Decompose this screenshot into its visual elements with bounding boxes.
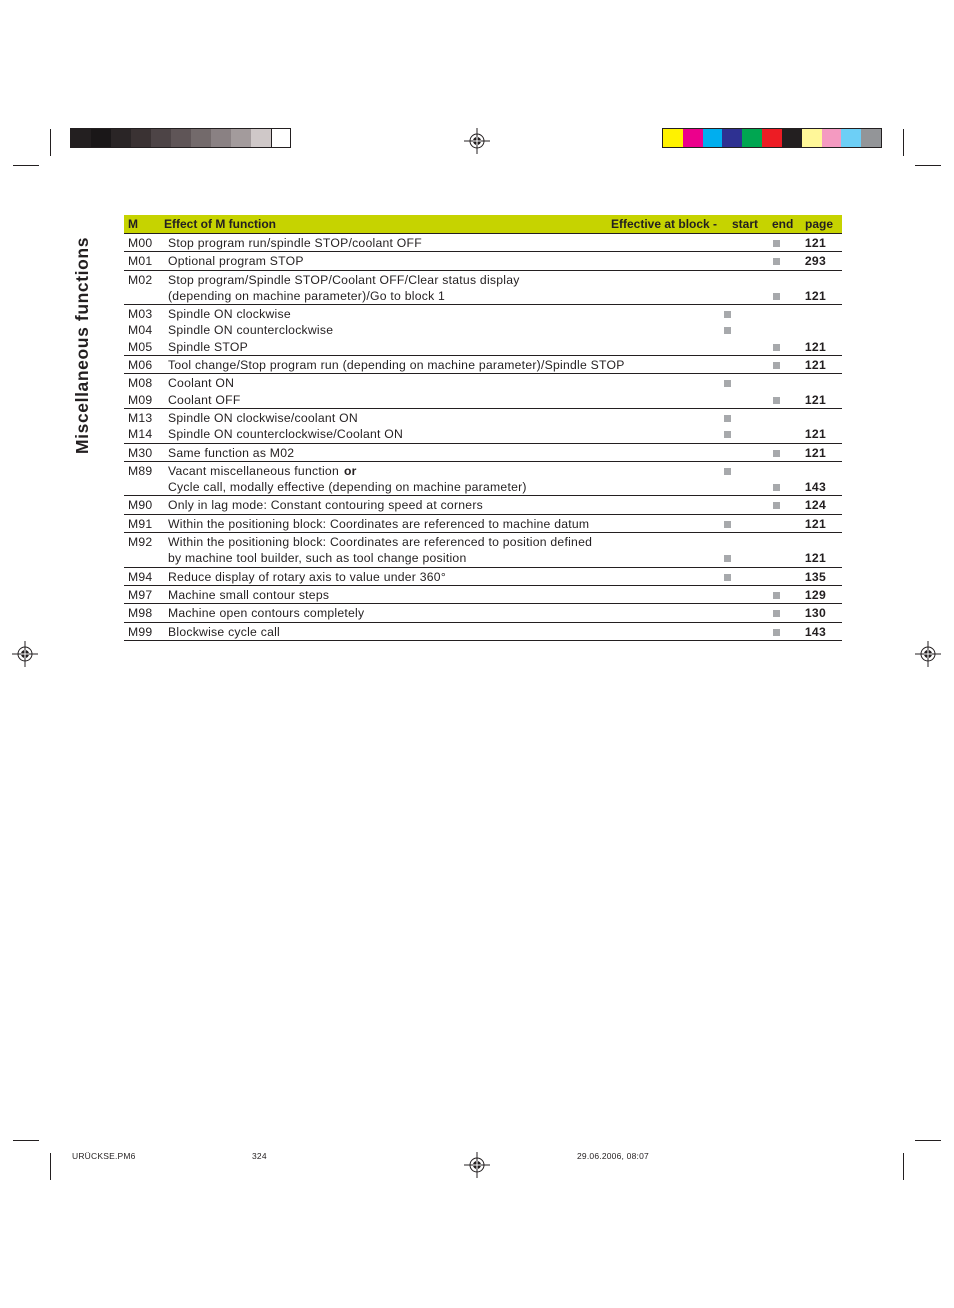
table-row [124,357,842,373]
row-description [168,625,280,639]
registration-mark-icon [12,641,38,667]
description-bold-suffix: or [343,463,357,478]
description-text: Machine small contour steps [168,587,330,602]
table-row [124,463,842,479]
gray-swatch [151,129,171,147]
crop-mark [903,129,904,156]
table-row [124,410,842,426]
table-row-group [124,356,842,374]
crop-mark [50,129,51,156]
table-row [124,479,842,495]
color-swatch [841,129,861,147]
table-row [124,497,842,513]
table-row [124,235,842,251]
table-row-group [124,586,842,604]
page-reference: 121 [804,551,826,566]
row-description [168,551,466,565]
end-marker-icon [773,610,780,617]
table-row [124,392,842,408]
m-code: M09 [128,392,153,407]
description-text: Blockwise cycle call [168,624,281,639]
description-text: Cycle call, modally effective (depending on machine parameter) [168,480,527,495]
m-code: M90 [128,498,153,513]
color-calibration-bar [662,128,882,148]
row-description [168,289,445,303]
color-swatch [782,129,802,147]
color-swatch [742,129,762,147]
crop-mark [13,1140,39,1141]
table-row-group [124,533,842,568]
table-body [124,234,842,641]
m-code: M91 [128,516,153,531]
page-reference: 130 [804,606,826,621]
start-marker-icon [724,380,731,387]
color-swatch [822,129,842,147]
row-description [168,535,592,549]
gray-swatch [71,129,91,147]
description-text: Spindle ON clockwise/coolant ON [168,410,358,425]
page-reference: 121 [804,445,826,460]
m-code: M97 [128,587,153,602]
row-description [168,307,291,321]
description-text: Coolant ON [168,376,235,391]
description-text: by machine tool builder, such as tool change position [168,551,467,566]
table-row-group [124,623,842,641]
gray-swatch [211,129,231,147]
header-m: M [128,217,138,231]
m-function-table [124,215,842,641]
description-text: Stop program run/spindle STOP/coolant OFF [168,236,422,250]
table-row [124,624,842,640]
table-row-group [124,462,842,497]
end-marker-icon [773,258,780,265]
end-marker-icon [773,344,780,351]
gray-swatch [91,129,111,147]
table-row-group [124,444,842,462]
m-code: M05 [128,339,153,354]
footer-page-number: 324 [252,1151,267,1161]
table-row-group [124,409,842,444]
end-marker-icon [773,362,780,369]
description-text: Stop program/Spindle STOP/Coolant OFF/Clear status display [168,272,520,287]
start-marker-icon [724,415,731,422]
m-code: M03 [128,307,153,322]
end-marker-icon [773,240,780,247]
color-swatch [663,129,683,147]
page-reference: 121 [804,236,826,250]
end-marker-icon [773,450,780,457]
description-text: Within the positioning block: Coordinates are referenced to position defined [168,535,593,550]
table-row [124,339,842,355]
m-code: M92 [128,535,153,550]
description-text: (depending on machine parameter)/Go to block 1 [168,288,446,303]
m-code: M13 [128,410,153,425]
description-text: Spindle ON counterclockwise/Coolant ON [168,427,404,442]
row-description [168,236,422,250]
start-marker-icon [724,521,731,528]
table-row-group [124,568,842,586]
color-swatch [762,129,782,147]
table-row [124,375,842,391]
crop-mark [915,165,941,166]
table-row [124,569,842,585]
table-row-group [124,604,842,622]
end-marker-icon [773,397,780,404]
table-row-group [124,496,842,514]
end-marker-icon [773,502,780,509]
table-row [124,516,842,532]
color-swatch [861,129,881,147]
table-row [124,587,842,603]
row-description [168,254,304,268]
table-row [124,253,842,269]
gray-swatch [191,129,211,147]
m-code: M06 [128,358,153,373]
description-text: Vacant miscellaneous function [168,463,339,478]
start-marker-icon [724,468,731,475]
description-text: Reduce display of rotary axis to value under 360° [168,569,446,584]
row-description [168,376,234,390]
description-text: Machine open contours completely [168,606,365,621]
table-row [124,288,842,304]
table-row-group [124,252,842,270]
footer-datetime: 29.06.2006, 08:07 [577,1151,649,1161]
row-description [168,446,294,460]
table-row [124,534,842,550]
row-description [168,480,527,494]
description-text: Coolant OFF [168,392,241,407]
table-row [124,272,842,288]
table-row-group [124,374,842,409]
m-code: M01 [128,254,153,269]
registration-mark-icon [464,1152,490,1178]
page-reference: 135 [804,569,826,584]
m-code: M00 [128,236,153,250]
m-code: M89 [128,463,153,478]
m-code: M30 [128,445,153,460]
color-swatch [683,129,703,147]
start-marker-icon [724,555,731,562]
m-code: M94 [128,569,153,584]
end-marker-icon [773,592,780,599]
description-text: Spindle ON clockwise [168,307,291,322]
header-end: end [772,217,794,231]
description-text: Tool change/Stop program run (depending on machine parameter)/Spindle STOP [168,358,625,373]
start-marker-icon [724,574,731,581]
row-description [168,393,241,407]
page-reference: 124 [804,498,826,513]
table-row-group [124,515,842,533]
m-code: M99 [128,624,153,639]
description-text: Spindle STOP [168,339,249,354]
page-reference: 121 [804,516,826,531]
header-effective: Effective at block - [611,217,718,231]
page-reference: 129 [804,587,826,602]
m-code: M04 [128,323,153,338]
registration-mark-icon [915,641,941,667]
description-text: Optional program STOP [168,254,304,269]
side-title: Miscellaneous functions [72,236,92,454]
start-marker-icon [724,327,731,334]
page-reference: 143 [804,624,826,639]
page-reference: 121 [804,288,826,303]
table-row [124,322,842,338]
row-description [168,498,483,512]
m-code: M02 [128,272,153,287]
description-text: Only in lag mode: Constant contouring speed at corners [168,498,483,513]
table-header [124,215,842,234]
gray-swatch [171,129,191,147]
m-code: M08 [128,376,153,391]
page-reference: 143 [804,480,826,495]
color-swatch [703,129,723,147]
table-row [124,306,842,322]
gray-swatch [231,129,251,147]
gray-swatch [111,129,131,147]
table-row-group [124,305,842,356]
grayscale-calibration-bar [70,128,291,148]
table-row [124,445,842,461]
m-code: M98 [128,606,153,621]
footer-file: URÜCKSE.PM6 [72,1151,136,1161]
row-description [168,464,357,478]
crop-mark [915,1140,941,1141]
page-reference: 121 [804,427,826,442]
gray-swatch [251,129,271,147]
description-text: Spindle ON counterclockwise [168,323,334,338]
table-row [124,550,842,566]
color-swatch [722,129,742,147]
row-description [168,411,358,425]
end-marker-icon [773,293,780,300]
row-description [168,323,333,337]
description-text: Same function as M02 [168,445,295,460]
gray-swatch [271,129,290,147]
row-description [168,427,403,441]
row-description [168,358,625,372]
header-start: start [732,217,759,231]
end-marker-icon [773,484,780,491]
page-reference: 121 [804,339,826,354]
registration-mark-icon [464,128,490,154]
row-description [168,340,248,354]
row-description [168,273,520,287]
header-effect: Effect of M function [164,217,276,231]
table-row [124,426,842,442]
crop-mark [50,1153,51,1180]
gray-swatch [131,129,151,147]
table-row-group [124,271,842,306]
crop-mark [13,165,39,166]
m-code: M14 [128,427,153,442]
page-reference: 121 [804,358,826,373]
header-page: page [805,217,834,231]
row-description [168,588,329,602]
table-row [124,605,842,621]
table-row-group [124,234,842,252]
page-reference: 121 [804,392,826,407]
color-swatch [802,129,822,147]
start-marker-icon [724,431,731,438]
description-text: Within the positioning block: Coordinates are referenced to machine datum [168,516,590,531]
row-description [168,570,446,584]
row-description [168,606,364,620]
row-description [168,517,589,531]
crop-mark [903,1153,904,1180]
end-marker-icon [773,629,780,636]
start-marker-icon [724,311,731,318]
page-reference: 293 [804,254,826,269]
